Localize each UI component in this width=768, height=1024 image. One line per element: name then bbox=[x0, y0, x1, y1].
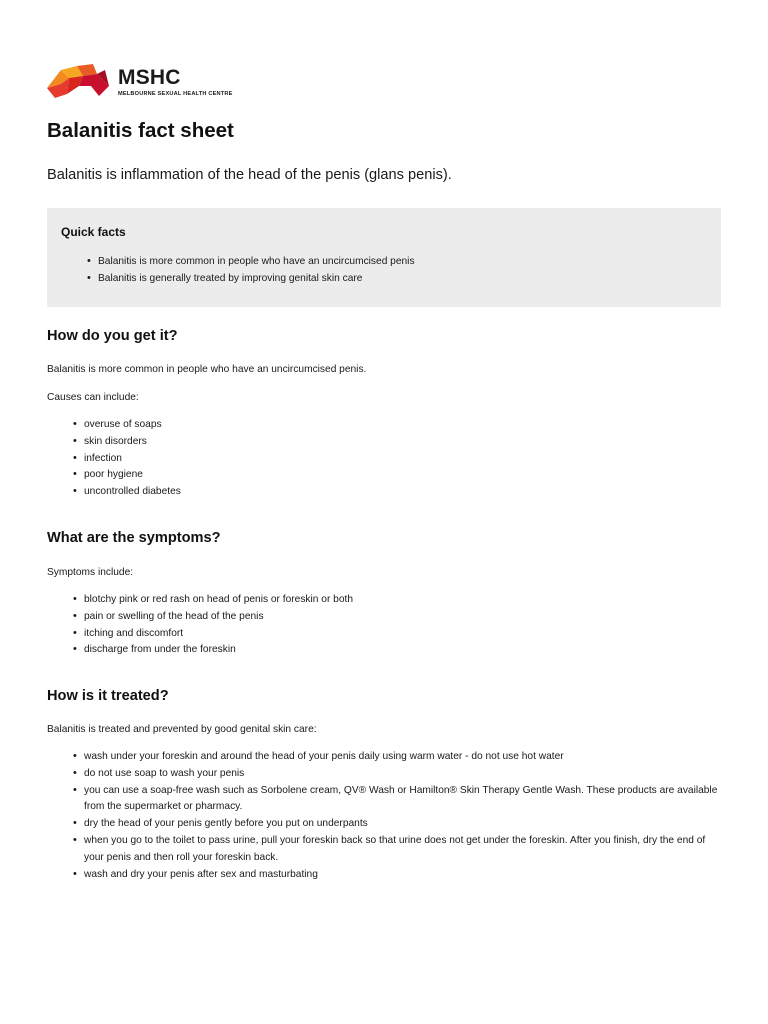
list-item: • do not use soap to wash your penis bbox=[47, 766, 721, 783]
list-item: • blotchy pink or red rash on head of penis or foreskin or both bbox=[47, 592, 721, 609]
list-item: • skin disorders bbox=[47, 434, 721, 451]
intro-text: Balanitis is inflammation of the head of the penis (glans penis). bbox=[47, 167, 452, 183]
list-item: • pain or swelling of the head of the penis bbox=[47, 609, 721, 626]
list-item: • discharge from under the foreskin bbox=[47, 642, 721, 659]
list-item: • wash under your foreskin and around the head of your penis daily using warm water - do not use hot water bbox=[47, 749, 721, 766]
page-title: Balanitis fact sheet bbox=[47, 119, 234, 142]
section-get-para2: Causes can include: bbox=[47, 392, 139, 403]
list-item: • uncontrolled diabetes bbox=[47, 484, 721, 501]
list-item: • wash and dry your penis after sex and masturbating bbox=[47, 867, 721, 884]
logo-name: MSHC bbox=[118, 65, 181, 89]
section-heading-get: How do you get it? bbox=[47, 328, 178, 344]
list-item: • you can use a soap-free wash such as Sorbolene cream, QV® Wash or Hamilton® Skin Therapy Gentle Wash. These products are available from the supermarket or pharmacy. bbox=[47, 783, 721, 817]
quick-facts-title: Quick facts bbox=[61, 225, 126, 239]
section-symptoms-para1: Symptoms include: bbox=[47, 567, 134, 578]
list-item: • overuse of soaps bbox=[47, 417, 721, 434]
list-item: • Balanitis is generally treated by improving genital skin care bbox=[61, 271, 701, 288]
section-heading-treated: How is it treated? bbox=[47, 688, 169, 704]
list-item: • infection bbox=[47, 451, 721, 468]
list-item: • when you go to the toilet to pass urine, pull your foreskin back so that urine does not get under the foreskin. After you finish, dry the end of your penis and then roll your foreskin back. bbox=[47, 833, 721, 867]
list-item: • dry the head of your penis gently before you put on underpants bbox=[47, 816, 721, 833]
mshc-logo bbox=[47, 64, 233, 100]
treatment-list bbox=[47, 749, 721, 883]
logo-subtitle: MELBOURNE SEXUAL HEALTH CENTRE bbox=[118, 90, 233, 97]
symptoms-list bbox=[47, 592, 721, 659]
section-treated-para1: Balanitis is treated and prevented by good genital skin care: bbox=[47, 724, 317, 735]
section-heading-symptoms: What are the symptoms? bbox=[47, 530, 221, 546]
list-item: • itching and discomfort bbox=[47, 626, 721, 643]
section-get-para1: Balanitis is more common in people who have an uncircumcised penis. bbox=[47, 364, 367, 375]
mshc-logo-mark-icon bbox=[47, 64, 109, 100]
list-item: • poor hygiene bbox=[47, 467, 721, 484]
list-item: • Balanitis is more common in people who have an uncircumcised penis bbox=[61, 254, 701, 271]
quick-facts-list bbox=[61, 254, 701, 288]
causes-list bbox=[47, 417, 721, 501]
